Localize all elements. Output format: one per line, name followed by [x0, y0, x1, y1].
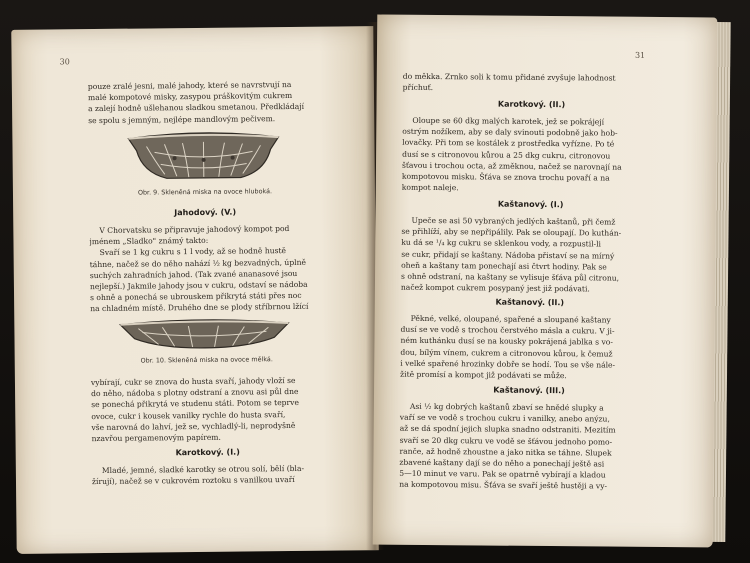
- text-line: dou, bílým vínem, cukrem a citronovou kůrou, k čemuž: [400, 347, 613, 359]
- text-line: až se dá spodní jejich slupka snadno odstraniti. Mezitím: [399, 424, 616, 436]
- right-page-number: 31: [634, 50, 646, 60]
- text-line: zbavené kaštany dají se do něho a ponechají ještě asi: [399, 457, 605, 469]
- shallow-glass-bowl-illustration: [118, 317, 290, 351]
- text-line: oheň a kaštany tam ponechají asi čtvrt hodiny. Pak se: [401, 260, 607, 272]
- text-line: Pěkné, velké, oloupané, spařené a sloupané kaštany: [410, 313, 611, 325]
- text-line: se přihlíží, aby se nepřipálily. Pak se oloupají. Do kuthán-: [401, 226, 622, 238]
- text-line: i velké spařené hrozinky dobře se hodí. Tou se vše nále-: [400, 358, 616, 370]
- text-line: ranče, až hodně zhoustne a jako nitka se táhne. Slupek: [399, 446, 612, 458]
- left-page: [11, 26, 378, 554]
- text-line: s ohně odstraní, na kaštany se vylisuje šťáva půl citronu,: [400, 271, 620, 283]
- heading-karotkovy-i: Karotkový. (I.): [175, 447, 240, 458]
- right-paragraph-1: [402, 115, 661, 196]
- left-last-paragraph: [92, 462, 348, 487]
- text-line: vše narovná do lahví, jež se, vychladlý-li, neprodyšně: [91, 420, 296, 432]
- text-line: pouze zralé jesni, malé jahody, které se navrstvují na: [87, 79, 292, 92]
- text-line: Upeče se asi 50 vybraných jedlých kaštanů, při čemž: [411, 215, 616, 227]
- text-line: na chladném místě. Druhého dne se plody stříbrnou lžící: [90, 302, 309, 314]
- text-line: malé kompotové misky, zasypou práškovitým cukrem: [87, 91, 293, 103]
- text-line: se ponechá přikrytá ve studenu státi. Potom se teprve: [91, 398, 299, 410]
- text-line: táhne, načež se do něho nahází ½ kg bezvadných, úplně: [89, 257, 307, 269]
- right-paragraph-3: [400, 313, 659, 382]
- text-line: s ohně a ponechá se ubrouskem přikrytá státi přes noc: [90, 291, 302, 303]
- text-line: ostrým nožíkem, aby se daly svinouti podobně jako hob-: [402, 126, 618, 138]
- left-bottom-paragraph: [91, 374, 348, 444]
- heading-jahodovy-v: Jahodový. (V.): [174, 207, 237, 218]
- text-line: kompotovou misku. Šťáva se znova trochu povaří a na: [401, 171, 610, 183]
- left-middle-paragraph: [89, 222, 346, 314]
- text-line: do měkka. Zrnko soli k tomu přidané zvyšuje lahodnost: [402, 71, 616, 83]
- text-line: Oloupe se 60 dkg malých karotek, jež se pokrájejí: [412, 115, 605, 127]
- text-line: do něho, nádoba s plotny odstraní a znovu asi půl dne: [91, 387, 299, 399]
- right-page: [373, 15, 718, 548]
- text-line: Asi ½ kg dobrých kaštanů zbaví se hnědé slupky a: [409, 401, 604, 413]
- text-line: lovačky. Při tom se kostálek z prostředka vyřízne. Po té: [402, 138, 615, 150]
- text-line: vaří se ve vodě s trochou cukru i vanilky, anebo anýzu,: [399, 412, 610, 424]
- text-line: se cukr, přidají se kaštany. Nádoba přistaví se na mírný: [401, 249, 615, 261]
- left-page-number: 30: [59, 57, 70, 67]
- right-paragraph-2: [401, 215, 660, 296]
- heading-kastanovy-i: Kaštanový. (I.): [497, 199, 564, 210]
- text-line: Mladé, jemné, sladké karotky se otrou solí, bělí (bla-: [101, 463, 305, 475]
- text-line: příchuť.: [402, 82, 434, 93]
- text-line: kompot naleje.: [401, 182, 459, 193]
- heading-karotkovy-ii: Karotkový. (II.): [497, 99, 566, 110]
- text-line: ku dá se ¹/₄ kg cukru se sklenkou vody, a rozpustil-li: [401, 238, 602, 249]
- text-line: šťavou i trochou octa, až změknou, načež se narovnají na: [401, 160, 622, 172]
- text-line: se spolu s jemným, nejlépe mandlovým pečivem.: [88, 113, 276, 125]
- text-line: načež kompot cukrem posypaný jest již podávati.: [400, 282, 590, 294]
- text-line: vybírají, cukr se znova do husta svaří, jahody vloží se: [90, 375, 296, 388]
- text-line: V Chorvatsku se připravuje jahodový kompot pod: [99, 224, 290, 235]
- text-line: nzavřou pergamenovým papírem.: [91, 432, 221, 444]
- text-line: dusí se s citronovou kůrou a 25 dkg cukru, citronovou: [402, 149, 611, 161]
- heading-kastanovy-iii: Kaštanový. (III.): [493, 385, 565, 396]
- text-line: žitě promísí a kompot již podávati se může.: [400, 369, 567, 381]
- text-line: žírují), načež se v cukrovém roztoku s vanilkou uvaří: [91, 475, 295, 487]
- text-line: svaří se 20 dkg cukru ve vodě se šťávou jednoho pomo-: [399, 435, 613, 447]
- heading-kastanovy-ii: Kaštanový. (II.): [495, 297, 565, 308]
- figure-10-caption: Obr. 10. Skleněná miska na ovoce mělká.: [140, 355, 273, 365]
- right-top-paragraph: [403, 71, 661, 96]
- text-line: Svaří se 1 kg cukru s 1 l vody, až se hodně hustě: [99, 246, 287, 258]
- right-paragraph-4: [399, 401, 658, 493]
- text-line: jménem „Sladko" známý takto:: [89, 236, 209, 247]
- text-line: suchých zahradních jahod. (Tak zvané ananasové jsou: [89, 268, 298, 280]
- text-line: na kompotovou misu. Šťáva se svaří ještě hustěji a vy-: [399, 480, 608, 491]
- text-line: nejlepší.) Jakmile jahody jsou v cukru, odstaví se nádoba: [89, 279, 308, 292]
- figure-9-caption: Obr. 9. Skleněná miska na ovoce hluboká.: [137, 187, 273, 197]
- left-top-paragraph: [88, 78, 344, 125]
- deep-glass-bowl-illustration: [124, 129, 283, 183]
- text-line: 5—10 minut ve varu. Pak se opatrně vybírají a kladou: [399, 468, 606, 480]
- text-line: dusí se ve vodě s trochou čerstvého másla a cukru. V ji-: [400, 324, 615, 336]
- text-line: ném kuthánku dusí se na kousky pokrájená jablka s vo-: [400, 336, 613, 348]
- text-line: ovoce, cukr i kousek vanilky rychle do husta svaří,: [91, 409, 286, 421]
- text-line: a zalejí hodně ušlehanou sladkou smetanou. Předkládají: [88, 102, 305, 114]
